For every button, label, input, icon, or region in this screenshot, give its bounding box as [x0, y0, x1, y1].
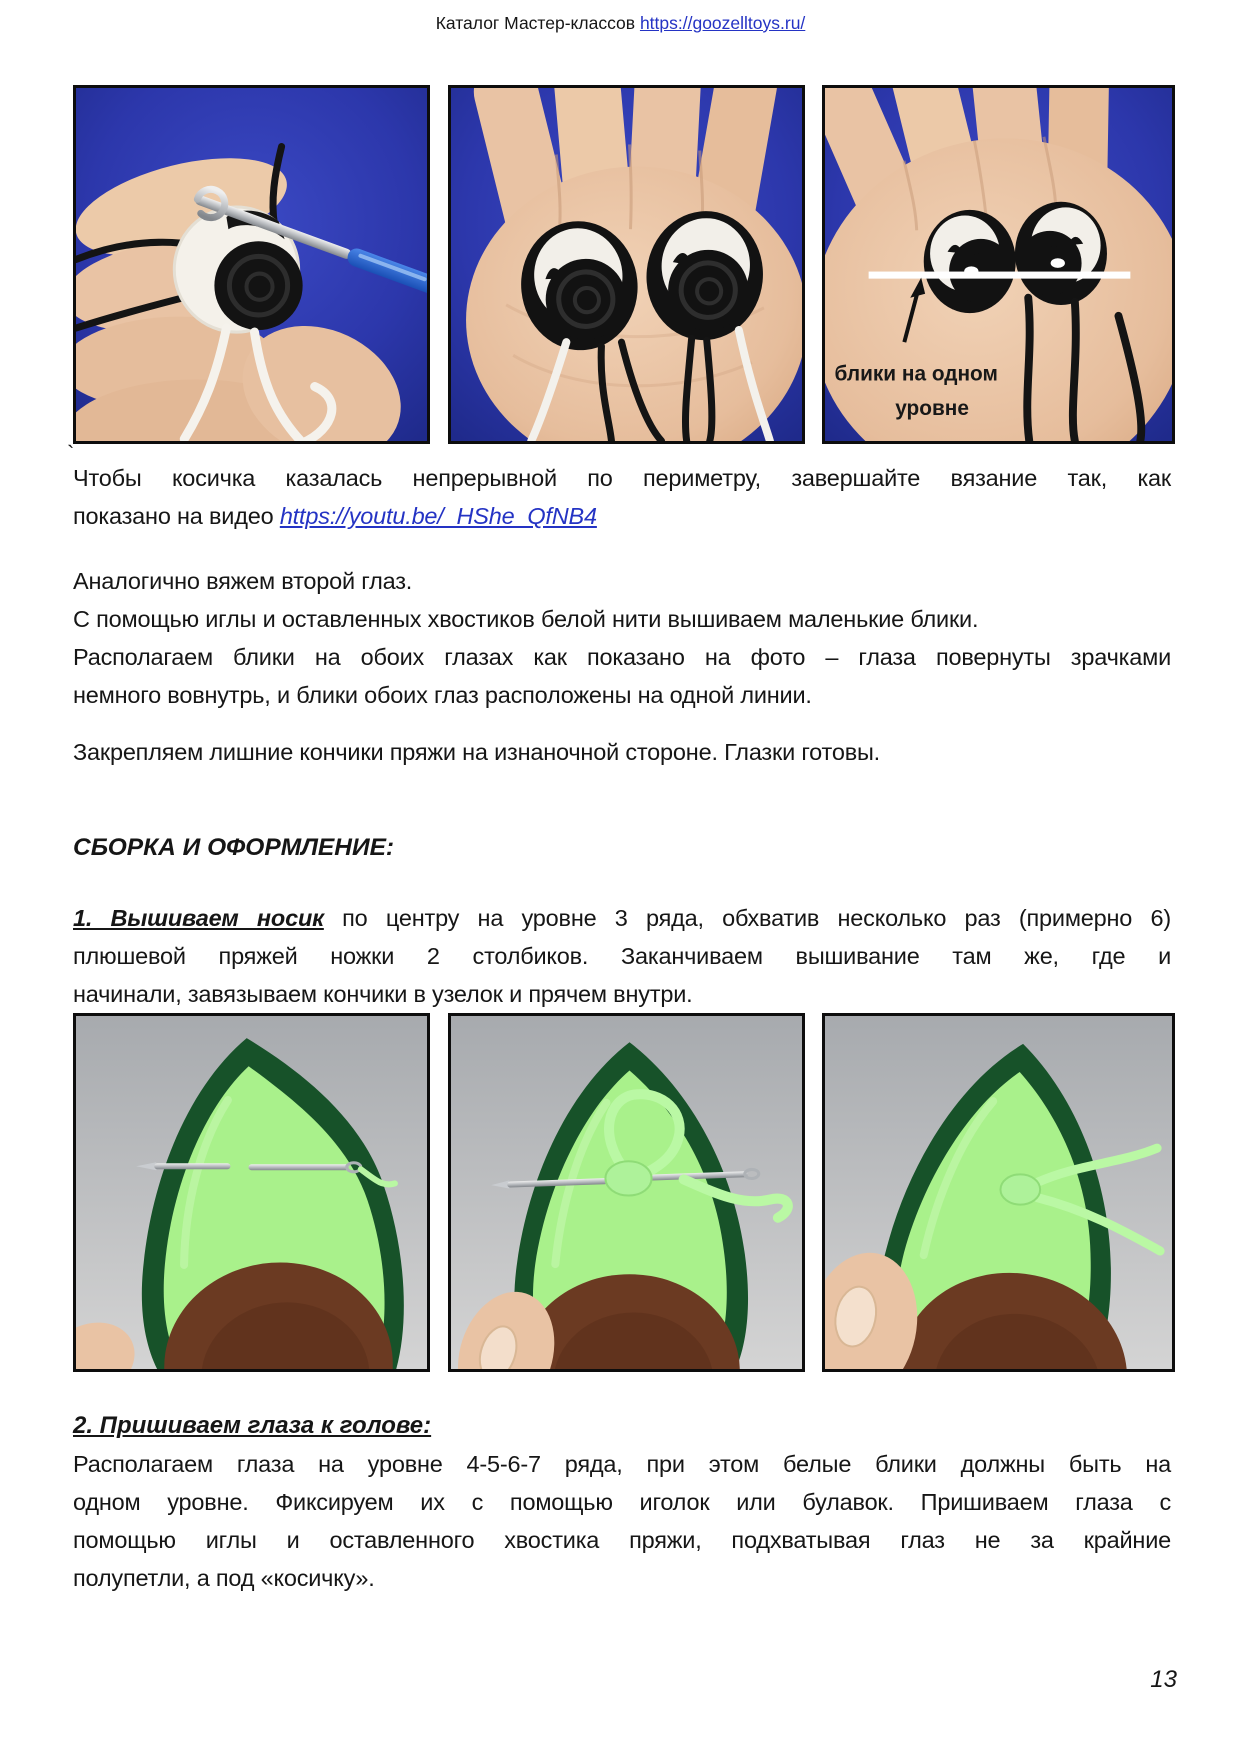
crochet-eye-right	[1015, 202, 1107, 305]
step2-heading: 2. Пришиваем глаза к голове:	[73, 1412, 432, 1439]
two-eyes-image	[451, 88, 802, 441]
eye-steps-paragraph	[73, 562, 1171, 714]
intro-line2-wrap	[73, 497, 1171, 535]
avocado-nose-image	[825, 1016, 1172, 1369]
intro-line1: Чтобы косичка казалась непрерывной по периметру, завершайте вязание так, как	[73, 465, 1171, 491]
page-number: 13	[1150, 1666, 1177, 1693]
photo-eye-with-hook	[73, 85, 430, 444]
eye-steps-line2: С помощью иглы и оставленных хвостиков белой нити вышиваем маленькие блики.	[73, 606, 979, 632]
level-line	[869, 272, 1131, 279]
eyes-level-image	[825, 88, 1172, 441]
nose-bump	[1000, 1174, 1040, 1204]
step1-line1-wrap	[73, 899, 1171, 937]
step1-line1: по центру на уровне 3 ряда, обхватив несколько раз (примерно 6)	[342, 905, 1171, 931]
step2-line3: помощью иглы и оставленного хвостика пряжи, подхватывая глаз не за крайние	[73, 1527, 1171, 1553]
annotation-line1: блики на одном	[834, 362, 998, 386]
step1-line2: плюшевой пряжей ножки 2 столбиков. Заканчиваем вышивание там же, где и	[73, 943, 1171, 969]
intro-paragraph	[73, 459, 1171, 535]
intro-line2-prefix: показано на видео	[73, 503, 274, 529]
photo-eyes-level-line	[822, 85, 1175, 444]
step2-line4: полупетли, а под «косичку».	[73, 1565, 375, 1591]
step2-line2: одном уровне. Фиксируем их с помощью иголок или булавок. Пришиваем глаза с	[73, 1489, 1171, 1515]
fasten-paragraph	[73, 733, 1171, 771]
header-title: Каталог Мастер-классов	[435, 13, 636, 33]
assembly-heading-block	[73, 833, 1171, 863]
avocado-loop-image	[451, 1016, 802, 1369]
eye-steps-line3: Располагаем блики на обоих глазах как показано на фото – глаза повернуты зрачками	[73, 644, 1171, 670]
photo-avocado-nose-done	[822, 1013, 1175, 1372]
page-header	[0, 13, 1241, 34]
assembly-heading: СБОРКА И ОФОРМЛЕНИЕ:	[73, 834, 395, 861]
eye-with-hook-image	[76, 88, 427, 441]
intro-line1-wrap	[73, 459, 1171, 497]
photo-two-eyes-on-palm	[448, 85, 805, 444]
photo-row-eyes	[73, 85, 1175, 444]
photo-row-avocado	[73, 1013, 1175, 1372]
header-link[interactable]: https://goozelltoys.ru/	[639, 13, 806, 33]
yarn-bump	[605, 1161, 651, 1195]
step1-paragraph	[73, 899, 1171, 1013]
photo-avocado-loop	[448, 1013, 805, 1372]
annotation-line2: уровне	[895, 396, 969, 420]
fasten-line: Закрепляем лишние кончики пряжи на изнаночной стороне. Глазки готовы.	[73, 739, 881, 765]
step1-lead: 1. Вышиваем носик	[73, 905, 324, 931]
step1-line3: начинали, завязываем кончики в узелок и прячем внутри.	[73, 981, 693, 1007]
crochet-eye-left	[924, 210, 1016, 313]
step2-line1: Располагаем глаза на уровне 4-5-6-7 ряда, при этом белые блики должны быть на	[73, 1451, 1171, 1477]
video-link[interactable]: https://youtu.be/_HShe_QfNB4	[279, 503, 597, 529]
photo-avocado-needle	[73, 1013, 430, 1372]
stray-backtick: `	[67, 441, 75, 466]
eye-steps-line1: Аналогично вяжем второй глаз.	[73, 568, 413, 594]
step2-block	[73, 1407, 1171, 1597]
eye-steps-line4: немного вовнутрь, и блики обоих глаз расположены на одной линии.	[73, 682, 812, 708]
avocado-needle-image	[76, 1016, 427, 1369]
